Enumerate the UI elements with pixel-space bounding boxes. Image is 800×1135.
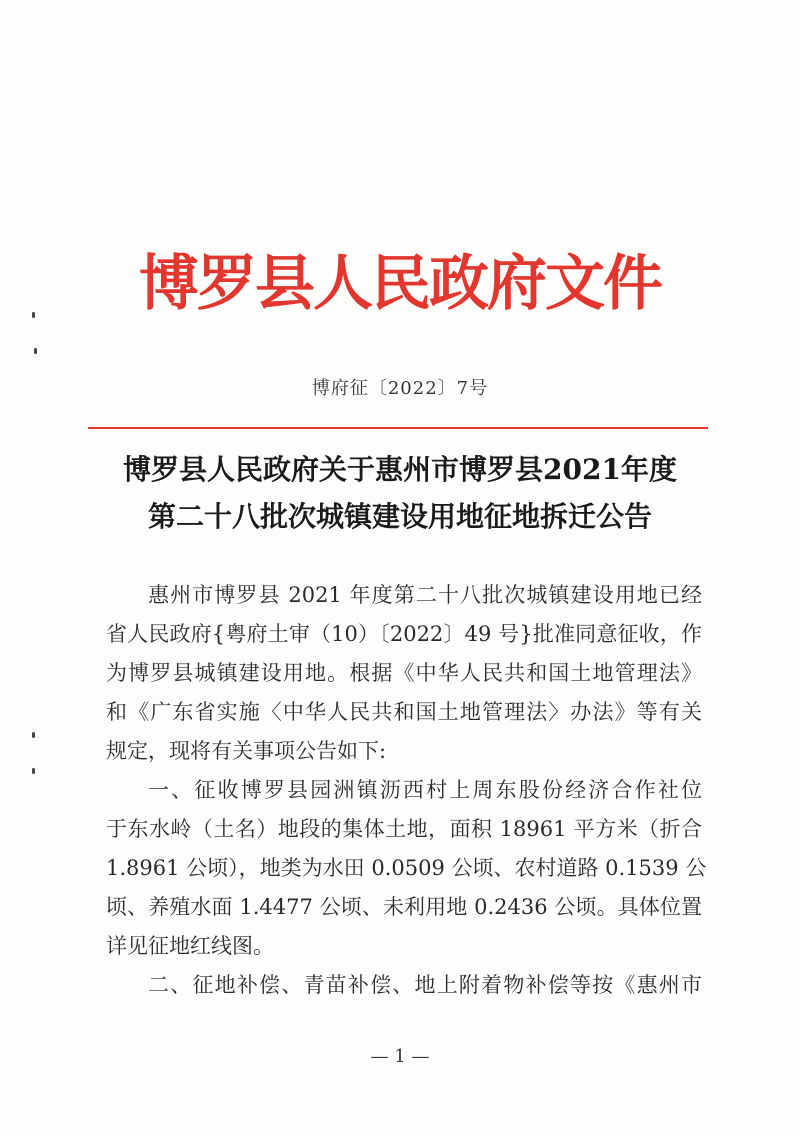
body-line: 惠州市博罗县 2021 年度第二十八批次城镇建设用地已经 — [148, 583, 702, 607]
body-line: 一、征收博罗县园洲镇沥西村上周东股份经济合作社位 — [148, 778, 702, 802]
document-title-line-2: 第二十八批次城镇建设用地征地拆迁公告 — [147, 500, 652, 533]
document-masthead: 博罗县人民政府文件 — [139, 249, 661, 319]
red-divider-line — [88, 427, 708, 429]
body-line: 顷、养殖水面 1.4477 公顷、未利用地 0.2436 公顷。具体位置 — [106, 895, 702, 919]
document-title-line-1: 博罗县人民政府关于惠州市博罗县2021年度 — [123, 453, 677, 486]
scan-mark — [34, 348, 37, 354]
scan-mark — [32, 768, 35, 774]
page-number: — 1 — — [370, 1046, 430, 1067]
scan-mark — [32, 312, 35, 318]
body-line: 于东水岭（土名）地段的集体土地，面积 18961 平方米（折合 — [106, 817, 702, 841]
body-line: 规定，现将有关事项公告如下: — [106, 739, 387, 763]
body-line: 二、征地补偿、青苗补偿、地上附着物补偿等按《惠州市 — [148, 973, 702, 997]
scan-mark — [32, 732, 35, 738]
document-number: 博府征〔2022〕7号 — [311, 378, 489, 399]
body-line: 和《广东省实施〈中华人民共和国土地管理法〉办法》等有关 — [106, 700, 702, 724]
body-line: 1.8961 公顷），地类为水田 0.0509 公顷、农村道路 0.1539 公 — [106, 856, 707, 880]
document-title — [90, 450, 710, 544]
document-body — [106, 580, 707, 1009]
body-line: 省人民政府{粤府土审（10）〔2022〕49 号}批准同意征收，作 — [106, 622, 702, 646]
body-line: 为博罗县城镇建设用地。根据《中华人民共和国土地管理法》 — [106, 661, 702, 685]
body-line: 详见征地红线图。 — [106, 934, 274, 958]
